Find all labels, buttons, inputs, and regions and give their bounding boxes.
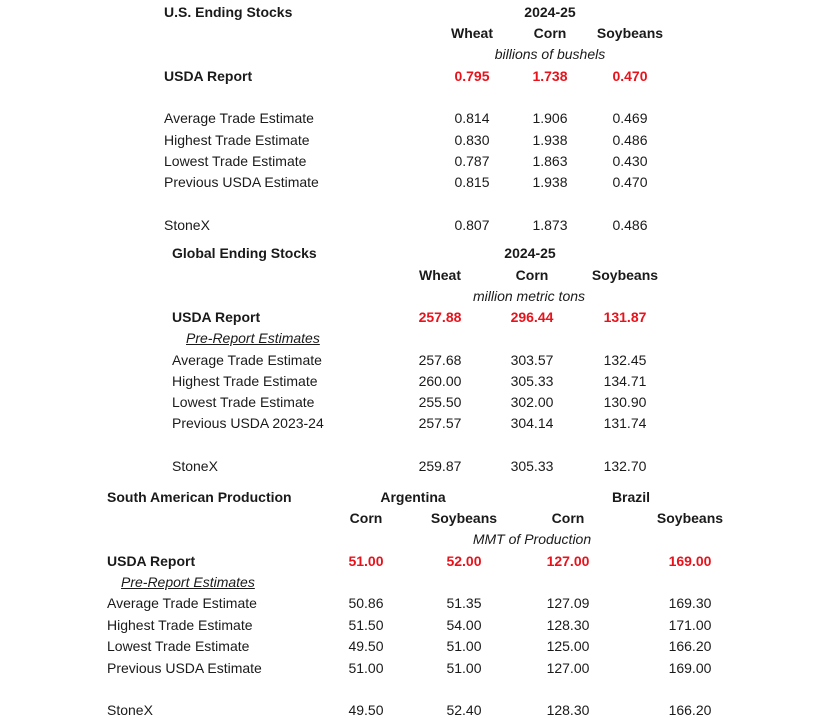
us-row-label: Lowest Trade Estimate: [164, 153, 307, 169]
sa-title: South American Production: [107, 489, 292, 505]
us-row-value: 0.830: [454, 132, 490, 148]
sa-stonex-label: StoneX: [107, 702, 153, 718]
global-row-value: 134.71: [603, 373, 647, 389]
global-title: Global Ending Stocks: [172, 245, 317, 261]
sa-row-label: Average Trade Estimate: [107, 595, 257, 611]
global-col-wheat: Wheat: [419, 267, 461, 283]
global-row-value: 132.45: [603, 352, 647, 368]
sa-row-value: 51.00: [348, 660, 384, 676]
sa-col-arg-corn: Corn: [349, 510, 383, 526]
us-row-value: 0.814: [454, 110, 490, 126]
global-col-corn: Corn: [515, 267, 549, 283]
global-row-value: 130.90: [603, 394, 647, 410]
global-usda-soybeans: 131.87: [603, 309, 647, 325]
us-usda-corn: 1.738: [532, 68, 568, 84]
global-row-value: 257.57: [418, 415, 462, 431]
global-unit: million metric tons: [472, 288, 586, 304]
us-unit: billions of bushels: [494, 46, 606, 62]
sa-col-bra-soybeans: Soybeans: [656, 510, 724, 526]
us-row-value: 0.486: [612, 132, 648, 148]
sa-row-value: 171.00: [668, 617, 712, 633]
sa-row-value: 49.50: [348, 638, 384, 654]
us-year: 2024-25: [524, 4, 576, 20]
global-stonex-value: 132.70: [603, 458, 647, 474]
sa-row-label: Lowest Trade Estimate: [107, 638, 250, 654]
sa-argentina-header: Argentina: [380, 489, 446, 505]
global-pre-report-label: Pre-Report Estimates: [186, 330, 320, 346]
global-row-value: 304.14: [510, 415, 554, 431]
sa-pre-report-label: Pre-Report Estimates: [121, 574, 255, 590]
us-row-value: 1.938: [532, 174, 568, 190]
us-col-corn: Corn: [533, 25, 567, 41]
sa-row-value: 51.35: [446, 595, 482, 611]
sa-usda-arg-corn: 51.00: [348, 553, 384, 569]
sa-row-value: 51.00: [446, 660, 482, 676]
us-stonex-label: StoneX: [164, 217, 210, 233]
sa-row-label: Highest Trade Estimate: [107, 617, 253, 633]
global-usda-corn: 296.44: [510, 309, 554, 325]
us-row-label: Highest Trade Estimate: [164, 132, 310, 148]
global-stonex-value: 259.87: [418, 458, 462, 474]
sa-row-value: 169.00: [668, 660, 712, 676]
sa-col-arg-soybeans: Soybeans: [430, 510, 498, 526]
global-row-value: 257.68: [418, 352, 462, 368]
sa-stonex-value: 52.40: [446, 702, 482, 718]
sa-row-value: 125.00: [546, 638, 590, 654]
sa-row-value: 51.00: [446, 638, 482, 654]
us-row-value: 0.815: [454, 174, 490, 190]
us-row-value: 0.787: [454, 153, 490, 169]
sa-row-label: Previous USDA Estimate: [107, 660, 262, 676]
us-usda-wheat: 0.795: [454, 68, 490, 84]
us-usda-soybeans: 0.470: [612, 68, 648, 84]
global-row-label: Lowest Trade Estimate: [172, 394, 315, 410]
global-col-soybeans: Soybeans: [591, 267, 659, 283]
sa-unit: MMT of Production: [472, 531, 592, 547]
global-row-value: 305.33: [510, 373, 554, 389]
us-row-value: 1.906: [532, 110, 568, 126]
global-usda-label: USDA Report: [172, 309, 261, 325]
sa-usda-arg-soybeans: 52.00: [446, 553, 482, 569]
sa-usda-bra-soybeans: 169.00: [668, 553, 712, 569]
global-row-value: 255.50: [418, 394, 462, 410]
global-row-label: Average Trade Estimate: [172, 352, 322, 368]
sa-row-value: 169.30: [668, 595, 712, 611]
us-row-value: 0.470: [612, 174, 648, 190]
sa-row-value: 54.00: [446, 617, 482, 633]
sa-row-value: 50.86: [348, 595, 384, 611]
us-row-value: 1.938: [532, 132, 568, 148]
sa-row-value: 166.20: [668, 638, 712, 654]
sa-row-value: 128.30: [546, 617, 590, 633]
global-year: 2024-25: [504, 245, 556, 261]
global-usda-wheat: 257.88: [418, 309, 462, 325]
global-row-value: 131.74: [603, 415, 647, 431]
us-row-label: Average Trade Estimate: [164, 110, 314, 126]
us-stonex-value: 1.873: [532, 217, 568, 233]
sa-stonex-value: 128.30: [546, 702, 590, 718]
sa-col-bra-corn: Corn: [551, 510, 585, 526]
sa-usda-label: USDA Report: [107, 553, 196, 569]
us-row-value: 0.469: [612, 110, 648, 126]
sa-usda-bra-corn: 127.00: [546, 553, 590, 569]
us-title: U.S. Ending Stocks: [164, 4, 293, 20]
us-col-soybeans: Soybeans: [596, 25, 664, 41]
sa-row-value: 51.50: [348, 617, 384, 633]
global-row-label: Highest Trade Estimate: [172, 373, 318, 389]
global-stonex-label: StoneX: [172, 458, 218, 474]
sa-row-value: 127.09: [546, 595, 590, 611]
us-usda-label: USDA Report: [164, 68, 253, 84]
global-row-value: 260.00: [418, 373, 462, 389]
sa-brazil-header: Brazil: [611, 489, 651, 505]
us-row-label: Previous USDA Estimate: [164, 174, 319, 190]
global-row-value: 303.57: [510, 352, 554, 368]
global-stonex-value: 305.33: [510, 458, 554, 474]
global-row-value: 302.00: [510, 394, 554, 410]
global-row-label: Previous USDA 2023-24: [172, 415, 324, 431]
sa-stonex-value: 166.20: [668, 702, 712, 718]
us-stonex-value: 0.486: [612, 217, 648, 233]
us-row-value: 1.863: [532, 153, 568, 169]
us-row-value: 0.430: [612, 153, 648, 169]
sa-row-value: 127.00: [546, 660, 590, 676]
us-stonex-value: 0.807: [454, 217, 490, 233]
us-col-wheat: Wheat: [451, 25, 493, 41]
sa-stonex-value: 49.50: [348, 702, 384, 718]
